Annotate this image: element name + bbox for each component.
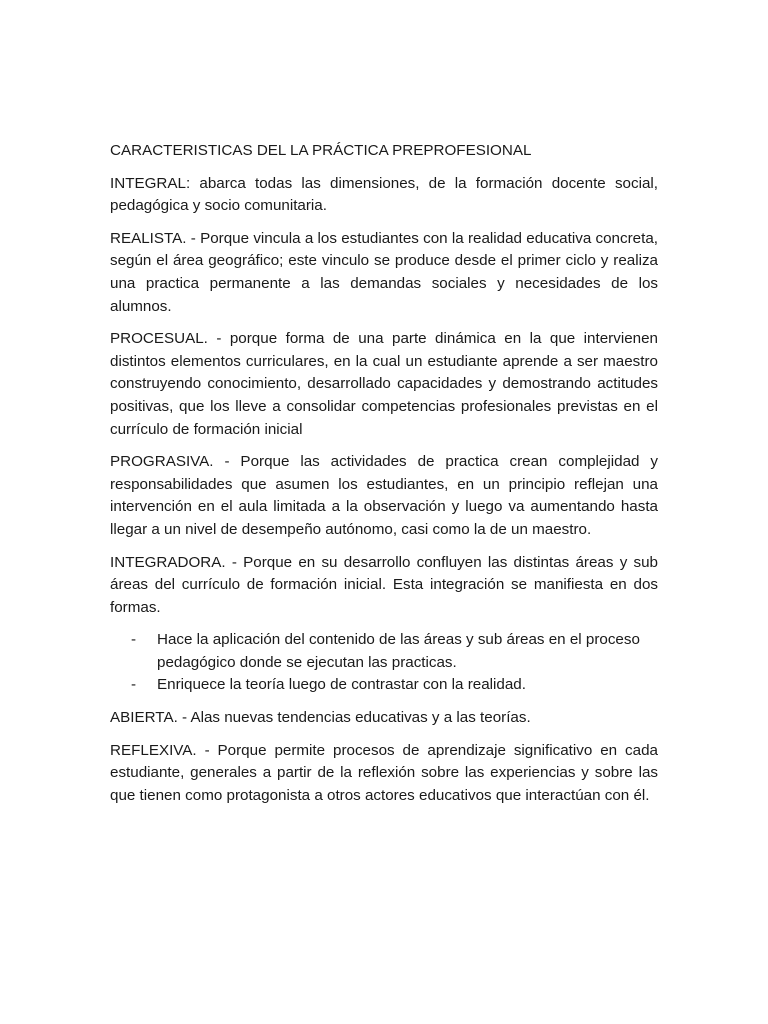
paragraph-abierta: ABIERTA. - Alas nuevas tendencias educativas y a las teorías.: [110, 709, 531, 727]
paragraph-realista: REALISTA. - Porque vincula a los estudiantes con la realidad educativa concreta, según el área geográfico; este vinculo se produce desde el primer ciclo y realiza una practica permanente a las demandas sociales y necesidades de los alumnos.: [110, 229, 658, 315]
paragraph-prograsiva: PROGRASIVA. - Porque las actividades de practica crean complejidad y responsabilidades que asumen los estudiantes, en un principio reflejan una intervención en el aula limitada a la observación y luego va aumentando hasta llegar a un nivel de desempeño autónomo, casi como la de un maestro.: [110, 453, 658, 538]
bullet-list: [110, 629, 658, 697]
list-item: [110, 674, 658, 697]
list-item: [110, 629, 658, 674]
bullet-dash: -: [131, 631, 137, 649]
bullet-dash: -: [131, 676, 137, 694]
document-page: [110, 140, 658, 817]
paragraph-integral: INTEGRAL: abarca todas las dimensiones, de la formación docente social, pedagógica y socio comunitaria.: [110, 174, 658, 215]
list-item-text: Hace la aplicación del contenido de las áreas y sub áreas en el proceso pedagógico donde se ejecutan las practicas.: [157, 631, 640, 671]
paragraph-integradora: INTEGRADORA. - Porque en su desarrollo confluyen las distintas áreas y sub áreas del currículo de formación inicial. Esta integración se manifiesta en dos formas.: [110, 553, 658, 616]
list-item-text: Enriquece la teoría luego de contrastar con la realidad.: [157, 676, 526, 694]
paragraph-procesual: PROCESUAL. - porque forma de una parte dinámica en la que intervienen distintos elementos curriculares, en la cual un estudiante aprende a ser maestro construyendo conocimiento, desarrollado capacidades y demostrando actitudes positivas, que los lleve a consolidar competencias profesionales previstas en el currículo de formación inicial: [110, 330, 658, 438]
document-title: CARACTERISTICAS DEL LA PRÁCTICA PREPROFESIONAL: [110, 142, 532, 159]
paragraph-reflexiva: REFLEXIVA. - Porque permite procesos de aprendizaje significativo en cada estudiante, generales a partir de la reflexión sobre las experiencias y sobre las que tienen como protagonista a otros actores educativos que interactúan con él.: [110, 741, 658, 804]
